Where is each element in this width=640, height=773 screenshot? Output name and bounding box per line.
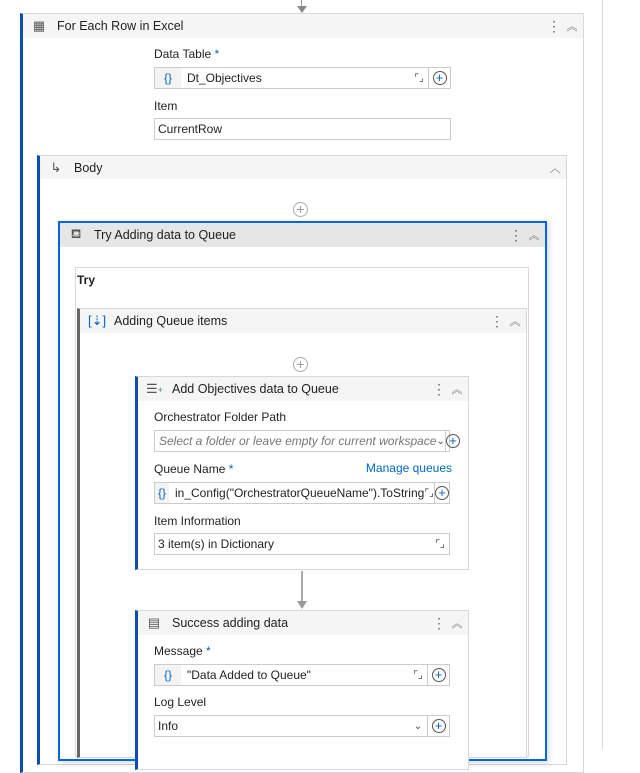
item-label: Item [154,99,178,113]
activity-title: Try Adding data to Queue [94,228,236,242]
expand-icon[interactable]: ⌜⌟ [414,72,424,84]
activity-title: Adding Queue items [114,314,228,328]
activity-title: Add Objectives data to Queue [172,382,339,396]
add-variable-button[interactable]: + [427,665,449,685]
canvas-edge [602,0,603,749]
sequence-icon: [⇣] [88,313,107,328]
add-variable-button[interactable]: + [434,483,449,503]
expression-icon: {} [155,665,181,685]
log-level-dropdown[interactable]: Info ⌄ + [154,715,450,737]
collapse-icon[interactable]: ︿ [549,162,561,175]
collapse-icon[interactable]: ︽ [451,384,463,396]
expand-icon[interactable]: ⌜⌟ [435,538,445,550]
item-field[interactable]: CurrentRow [154,118,451,140]
expression-icon: {} [155,68,181,88]
item-information-field[interactable]: 3 item(s) in Dictionary ⌜⌟ [154,533,450,555]
body-title: Body [74,160,103,175]
data-table-label: Data Table * [154,47,220,61]
add-queue-item-icon: ☰+ [146,381,163,396]
chevron-down-icon: ⌄ [436,435,445,447]
chevron-down-icon: ⌄ [413,720,423,732]
expression-icon: {} [155,483,169,503]
expand-icon[interactable]: ⌜⌟ [413,669,423,681]
message-field[interactable]: {} "Data Added to Queue" ⌜⌟ + [154,664,450,686]
activity-title: Success adding data [172,616,289,630]
more-options-icon[interactable]: ⋮ [432,380,446,397]
activity-title: For Each Row in Excel [57,19,184,33]
add-variable-button[interactable]: + [427,716,449,736]
collapse-icon[interactable]: ︽ [566,21,578,33]
add-activity-button[interactable]: + [293,357,308,372]
queue-name-field[interactable]: {} in_Config("OrchestratorQueueName").ToString ⌜⌟ + [154,482,450,504]
try-catch-icon: ⛾ [70,226,82,241]
more-options-icon[interactable]: ⋮ [547,17,561,34]
table-loop-icon: ▦ [32,18,46,33]
add-activity-button[interactable]: + [293,202,308,217]
collapse-icon[interactable]: ︽ [509,316,521,328]
queue-name-label: Queue Name * [154,462,234,476]
body-arrow-icon: ↳ [50,159,62,175]
log-message-icon: ▤ [147,615,161,630]
add-queue-item-activity[interactable] [135,376,469,570]
add-variable-button[interactable]: + [428,68,450,88]
folder-path-dropdown[interactable]: Select a folder or leave empty for current workspace ⌄ + [154,430,450,452]
more-options-icon[interactable]: ⋮ [432,614,446,631]
manage-queues-link[interactable]: Manage queues [365,461,452,475]
data-table-field[interactable]: {} Dt_Objectives ⌜⌟ + [154,67,451,89]
try-label: Try [77,273,96,287]
more-options-icon[interactable]: ⋮ [509,226,523,243]
add-variable-button[interactable]: + [445,431,460,451]
connector-arrowhead [297,601,307,609]
connector-arrowhead [297,6,307,13]
collapse-icon[interactable]: ︽ [451,618,463,630]
log-message-activity[interactable] [135,610,469,770]
more-options-icon[interactable]: ⋮ [490,312,504,329]
collapse-icon[interactable]: ︽ [528,230,540,242]
message-label: Message * [154,644,211,658]
connector-arrow [301,571,303,603]
log-level-label: Log Level [154,695,207,709]
expand-icon[interactable]: ⌜⌟ [424,487,434,499]
folder-path-label: Orchestrator Folder Path [154,410,287,424]
item-information-label: Item Information [154,514,241,528]
